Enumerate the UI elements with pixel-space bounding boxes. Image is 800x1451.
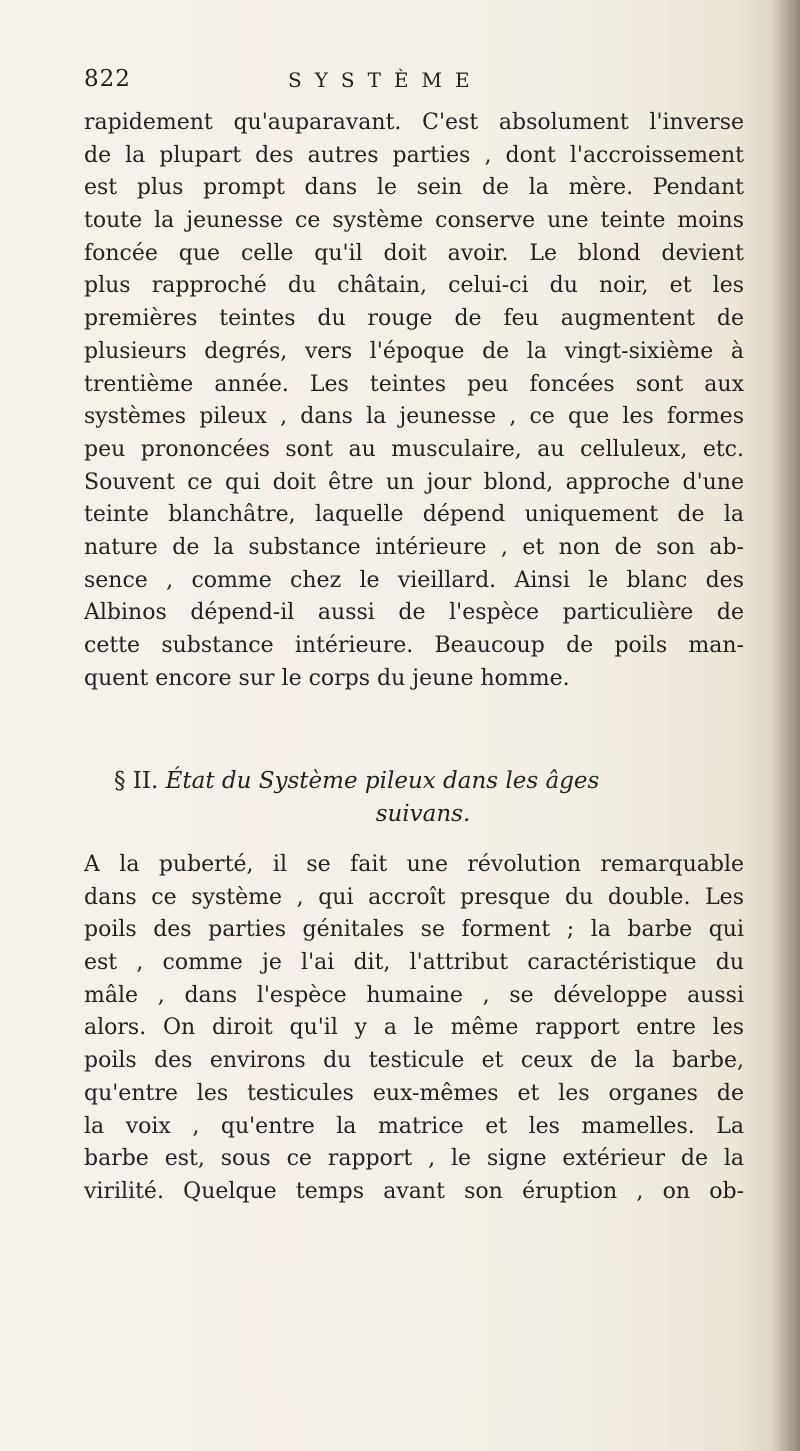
text-line: de la plupart des autres parties , dont l'accroissement bbox=[84, 142, 744, 168]
text-line: virilité. Quelque temps avant son éruption , on ob- bbox=[84, 1178, 744, 1204]
text-line: plus rapproché du châtain, celui-ci du noir, et les bbox=[84, 273, 744, 299]
text-line: peu prononcées sont au musculaire, au celluleux, etc. bbox=[84, 436, 744, 462]
text-line: Albinos dépend-il aussi de l'espèce particulière de bbox=[84, 600, 744, 626]
page-edge-shadow bbox=[772, 0, 800, 1451]
section-mark: § II. bbox=[114, 768, 159, 794]
text-line: est plus prompt dans le sein de la mère. Pendant bbox=[84, 175, 744, 201]
text-line: mâle , dans l'espèce humaine , se développe aussi bbox=[84, 982, 744, 1008]
text-line: premières teintes du rouge de feu augmentent de bbox=[84, 306, 744, 332]
section-title: État du Système pileux dans les âges bbox=[165, 768, 600, 794]
running-head: SYSTÈME bbox=[288, 68, 483, 92]
text-line: teinte blanchâtre, laquelle dépend uniquement de la bbox=[84, 502, 744, 528]
section-heading bbox=[84, 765, 744, 831]
text-line: foncée que celle qu'il doit avoir. Le blond devient bbox=[84, 240, 744, 266]
text-line: est , comme je l'ai dit, l'attribut caractéristique du bbox=[84, 950, 744, 976]
text-line: Souvent ce qui doit être un jour blond, approche d'une bbox=[84, 469, 744, 495]
text-line: barbe est, sous ce rapport , le signe extérieur de la bbox=[84, 1146, 744, 1172]
text-line: poils des environs du testicule et ceux de la barbe, bbox=[84, 1048, 744, 1074]
text-line: sence , comme chez le vieillard. Ainsi le blanc des bbox=[84, 567, 744, 593]
text-line: qu'entre les testicules eux-mêmes et les organes de bbox=[84, 1080, 744, 1106]
section-heading-line-1 bbox=[84, 765, 744, 798]
text-line: cette substance intérieure. Beaucoup de poils man- bbox=[84, 633, 744, 658]
text-line: nature de la substance intérieure , et non de son ab- bbox=[84, 534, 744, 560]
text-line: A la puberté, il se fait une révolution remarquable bbox=[84, 852, 744, 877]
page-number: 822 bbox=[84, 66, 131, 92]
text-line: trentième année. Les teintes peu foncées sont aux bbox=[84, 371, 744, 397]
text-line: dans ce système , qui accroît presque du double. Les bbox=[84, 884, 744, 910]
section-heading-line-2: suivans. bbox=[375, 801, 471, 827]
text-line: toute la jeunesse ce système conserve une teinte moins bbox=[84, 208, 744, 234]
paragraph-2 bbox=[84, 849, 744, 1209]
text-line: la voix , qu'entre la matrice et les mamelles. La bbox=[84, 1113, 744, 1139]
text-line: poils des parties génitales se forment ; la barbe qui bbox=[84, 917, 744, 943]
text-line: rapidement qu'auparavant. C'est absolument l'inverse bbox=[84, 110, 744, 135]
page-header bbox=[84, 66, 744, 100]
text-line: systèmes pileux , dans la jeunesse , ce que les formes bbox=[84, 404, 744, 430]
paragraph-1 bbox=[84, 107, 744, 695]
text-line: quent encore sur le corps du jeune homme. bbox=[84, 665, 570, 691]
text-line: alors. On diroit qu'il y a le même rapport entre les bbox=[84, 1015, 744, 1041]
text-line: plusieurs degrés, vers l'époque de la vingt-sixième à bbox=[84, 338, 744, 364]
